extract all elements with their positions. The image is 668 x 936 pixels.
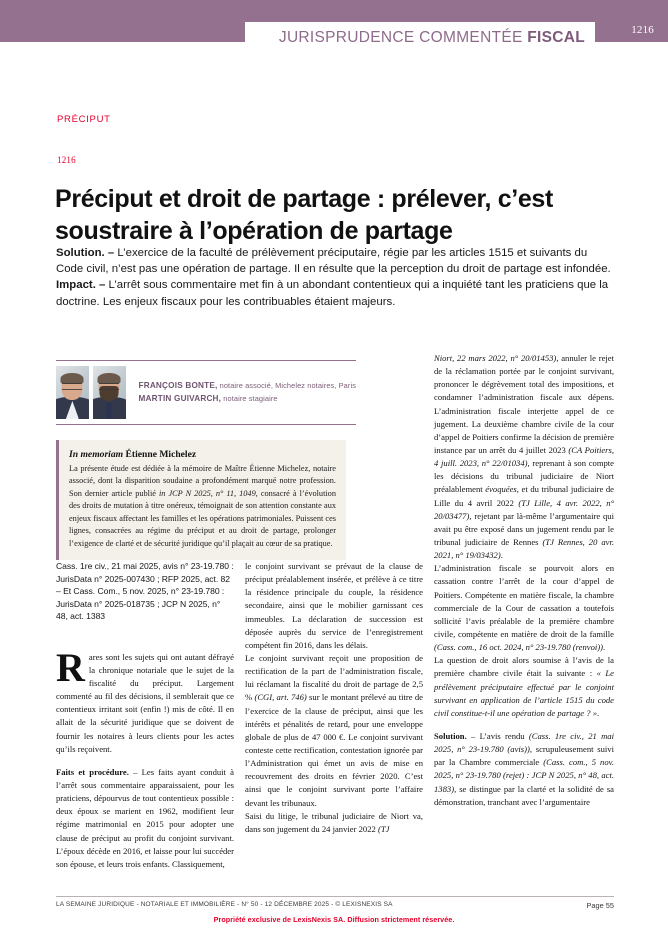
right-solution-b: , scrupuleusement suivi par la Chambre commerciale xyxy=(434,744,614,768)
right-p1-citation-2: (CA Poitiers, 4 juill. 2023, n° 22/01034) xyxy=(434,444,615,469)
right-p3-a: La question de droit alors soumise à l’avis de la première chambre civile était la suivante : xyxy=(434,655,614,679)
header-title xyxy=(279,29,585,47)
right-p1-emphasis: évoquées xyxy=(485,484,517,495)
in-memoriam-title-rest: Étienne Michelez xyxy=(123,449,197,460)
legal-question-quote: « Le prélèvement préciputaire effectué par le conjoint survivant en application de l’article 1515 du code civil constitue-t-il une opération de partage ? » xyxy=(434,668,614,718)
facts-label: Faits et procédure. xyxy=(56,766,134,777)
right-paragraph-2 xyxy=(434,562,614,654)
right-p2-b: . xyxy=(603,642,606,653)
in-memoriam-title xyxy=(69,449,336,460)
header-folio-number: 1216 xyxy=(631,24,654,36)
avatar-francois-bonte xyxy=(56,366,89,419)
right-p3-b: . xyxy=(597,707,600,718)
in-memoriam-body-1: La présente étude est dédiée à la mémoire de Maître Étienne Michelez, notaire associé, dont la disparition soudaine a profondément marqué notre profession. Son dernier article publié xyxy=(69,464,336,498)
mid-p3-a: Saisi du litige, le tribunal judiciaire de Niort va, dans son jugement du 24 janvier 2022 xyxy=(245,810,423,834)
article-number: 1216 xyxy=(57,155,76,165)
in-memoriam-title-italic: In memoriam xyxy=(69,449,124,460)
right-solution-c: , se distingue par la clarté et la solidité de sa démonstration, tranchant avec l’argumentaire xyxy=(434,783,614,807)
right-solution-citation-2: (Cass. com., 5 nov. 2025, n° 23-19.780 (rejet) : JCP N 2025, n° 48, act. 1383) xyxy=(434,757,614,794)
authors-names xyxy=(139,380,357,405)
author-role: notaire associé, Michelez notaires, Paris xyxy=(217,381,356,391)
right-p2-a: L’administration fiscale se pourvoit alors en cassation contre l’arrêt de la cour d’appel de Poitiers. Compétente en matière fiscale, la chambre commerciale de la Cour de cassation a toutefois sollicité l’avis préalable de la première chambre civile, compétente en matière de droit de la famille xyxy=(434,563,614,639)
right-p1-d: , rejetant par là-même l’argumentaire qui avait pu être exposé dans un jugement rendu par le tribunal judiciaire de Rennes xyxy=(434,510,614,547)
page-title: Préciput et droit de partage : prélever, c’est soustraire à l’opération de partage xyxy=(55,184,553,245)
author-line xyxy=(139,393,357,405)
author-name: MARTIN GUIVARCH, xyxy=(138,393,222,403)
author-line xyxy=(139,380,357,392)
author-role: notaire stagiaire xyxy=(221,393,278,403)
column-middle xyxy=(245,560,423,836)
right-p2-citation: (Cass. com., 16 oct. 2024, n° 23-19.780 (renvoi)) xyxy=(434,642,604,653)
drop-cap: R xyxy=(56,644,85,690)
header-title-bold: FISCAL xyxy=(527,29,585,46)
mid-p2-citation: (CGI, art. 746) xyxy=(254,692,307,703)
intro-paragraph-text: ares sont les sujets qui ont autant défrayé la chronique notariale que le sujet de la fiscalité du préciput. Largement commenté au fil des décisions, il semblerait que ce contentieux irritant soit (enfin !) mis de côté. Il en allait de la sécurité juridique que se doivent de fournir les notaires à leurs clients pour les actes qu’ils reçoivent. xyxy=(56,651,234,754)
solution-text: L’exercice de la faculté de prélèvement préciputaire, régie par les articles 1515 et suivants du Code civil, n’est pas une opération de partage. Il en résulte que la perception du droit de partage est infondée. xyxy=(56,247,611,276)
right-paragraph-1 xyxy=(434,352,614,562)
right-solution-citation-1: (Cass. 1re civ., 21 mai 2025, n° 23-19.780 (avis)) xyxy=(434,730,614,755)
right-solution-a: – L’avis rendu xyxy=(471,730,529,741)
mid-p2-a: Le conjoint survivant reçoit une proposition de rectification de la part de l’administration fiscale, lui réclamant la fiscalité du droit de partage de 2,5 % xyxy=(245,652,423,703)
right-p1-citation-3: (TJ Lille, 4 avr. 2022, n° 20/03477) xyxy=(434,497,615,521)
right-p1-c: , et du tribunal judiciaire de Lille du 4 avril 2022 xyxy=(434,484,614,508)
lead-summary xyxy=(56,245,614,310)
mid-paragraph-1: le conjoint survivant se prévaut de la clause de préciput préalablement insérée, et prélève à ce titre la résidence principale du couple, la résidence secondaire, ainsi que le mobilier garnissant ces immeubles. La déclaration de succession est déposée auprès du service de l’enregistrement compétent fin 2016, dans les délais. xyxy=(245,561,423,650)
mid-paragraph-2 xyxy=(245,652,423,810)
right-p1-e: . xyxy=(500,550,503,561)
column-right xyxy=(434,352,614,809)
right-p1-b: , reprenant à son compte les décisions du tribunal judiciaire de Niort préalablement xyxy=(434,458,614,495)
in-memoriam-citation: in JCP N 2025, n° 11, 1049 xyxy=(158,488,256,498)
right-solution-paragraph xyxy=(434,730,614,809)
header-title-plate xyxy=(245,22,595,54)
case-citation: Cass. 1re civ., 21 mai 2025, avis n° 23-19.780 : JurisData n° 2025-007430 ; RFP 2025, act. 82 – Et Cass. Com., 5 nov. 2025, n° 23-19.780 : JurisData n° 2025-018735 ; JCP N 2025, n° 48, act. 1383 xyxy=(56,561,234,622)
in-memoriam-body-2: , consacré à l’évolution des droits de mutation à titre onéreux, témoignait de son attention constante aux enjeux fiscaux affectant les familles et les opérations patrimoniales. Puissent ces lignes, consacrées au régime du préciput et au droit de partage, prolonger l’exigence de clarté et de sécurité juridique qu’il plaçait au cœur de sa pratique. xyxy=(69,488,336,548)
footer-copyright-notice: Propriété exclusive de LexisNexis SA. Diffusion strictement réservée. xyxy=(213,915,455,924)
right-paragraph-3 xyxy=(434,654,614,720)
in-memoriam-box xyxy=(56,440,346,560)
mid-p3-citation: (TJ xyxy=(377,823,390,834)
rubric-label: PRÉCIPUT xyxy=(57,114,111,125)
right-p1-citation-4: (TJ Rennes, 20 avr. 2021, n° 19/03432) xyxy=(434,536,614,561)
footer-publication-info: LA SEMAINE JURIDIQUE - NOTARIALE ET IMMOBILIÈRE - N° 50 - 12 DÉCEMBRE 2025 - © LEXISNEXIS SA xyxy=(56,901,393,908)
author-name: FRANÇOIS BONTE, xyxy=(138,381,218,391)
column-left xyxy=(56,560,234,871)
authors-block xyxy=(56,360,356,425)
impact-text: L’arrêt sous commentaire met fin à un abondant contentieux qui a inquiété tant les praticiens que la doctrine. Les enjeux fiscaux pour les contribuables étaient majeurs. xyxy=(56,279,609,308)
facts-paragraph xyxy=(56,766,234,871)
facts-text: – Les faits ayant conduit à l’arrêt sous commentaire apparaissaient, pour les praticiens, dépourvus de tout contentieux possible : deux époux se marient en 1962, modifient leur régime matrimonial en 2015 pour adopter une clause de préciput au profit du conjoint survivant. L’époux décède en 2016, et laisse pour lui succéder son épouse, et leurs trois enfants. Classiquement, xyxy=(56,766,234,869)
footer-page-number: Page 55 xyxy=(586,901,614,910)
in-memoriam-body xyxy=(69,463,336,550)
right-solution-label: Solution. xyxy=(434,730,471,741)
avatar-martin-guivarch xyxy=(93,366,126,419)
right-p1-citation-1: Niort, 22 mars 2022, n° 20/01453) xyxy=(434,353,557,363)
mid-paragraph-3 xyxy=(245,810,423,836)
header-title-normal: JURISPRUDENCE COMMENTÉE xyxy=(278,29,528,46)
impact-label: Impact. – xyxy=(56,279,109,292)
authors-rule-bottom xyxy=(56,424,356,425)
right-p1-a: , annuler le rejet de la réclamation portée par le conjoint survivant, prononcer le dégrèvement total des impositions, et condamner l’administration fiscale aux dépens. L’administration fiscale interjette appel de ce jugement. La deuxième chambre civile de la cour d’appel de Poitiers confirme la décision de première instance par un arrêt du 4 juillet 2023 xyxy=(434,353,614,455)
footer-divider xyxy=(56,896,614,897)
solution-label: Solution. – xyxy=(56,247,118,259)
intro-paragraph xyxy=(56,644,234,756)
mid-p2-b: sur le montant prélevé au titre de l’exercice de la clause de préciput, ainsi que les intérêts et pénalités de retard, pour une enveloppe globale de plus de 47 000 €. Le conjoint survivant conteste cette rectification, contestation ignorée par l’Administration qui émet un avis de mise en recouvrement des droits en février 2020. C’est ainsi que le conjoint survivant porte l’affaire devant les tribunaux. xyxy=(245,692,423,808)
